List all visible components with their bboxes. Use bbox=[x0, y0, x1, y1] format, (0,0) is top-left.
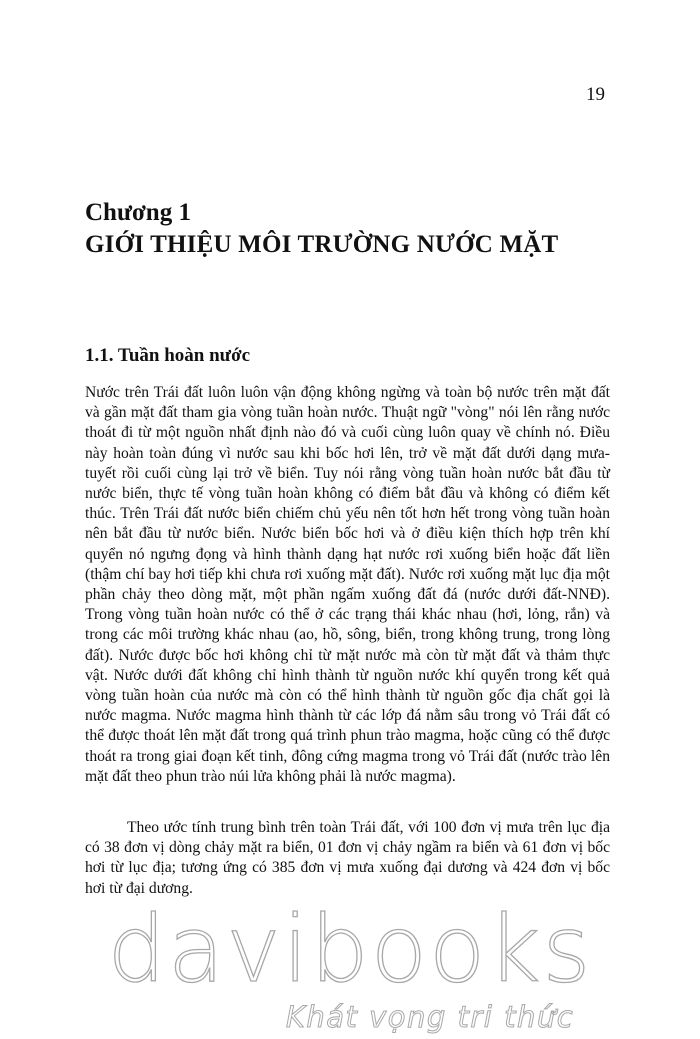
chapter-title: GIỚI THIỆU MÔI TRƯỜNG NƯỚC MẶT bbox=[85, 231, 559, 258]
watermark-brand: davibooks bbox=[107, 896, 593, 1003]
watermark-tagline: Khát vọng tri thức bbox=[285, 1000, 575, 1034]
section-heading: 1.1. Tuần hoàn nước bbox=[85, 345, 251, 366]
chapter-label: Chương 1 bbox=[85, 199, 191, 226]
page-number: 19 bbox=[586, 84, 605, 105]
body-paragraph-1: Nước trên Trái đất luôn luôn vận động không ngừng và toàn bộ nước trên mặt đất và gần mặt đất tham gia vòng tuần hoàn nước. Thuật ngữ "vòng" nói lên rằng nước thoát đi từ một nguồn nhất định nào đó và cuối cùng luôn quay về chính nó. Điều này hoàn toàn đúng vì nước sau khi bốc hơi lên, trở về mặt đất dưới dạng mưa-tuyết rồi cuối cùng lại trở về biển. Tuy nói rằng vòng tuần hoàn nước bắt đầu từ nước biển, thực tế vòng tuần hoàn không có điểm bắt đầu và không có điểm kết thúc. Trên Trái đất nước biển chiếm chủ yếu nên tốt hơn hết trong vòng tuần hoàn nên bắt đầu từ nước biển. Nước biển bốc hơi và ở điều kiện thích hợp trên khí quyển nó ngưng đọng và hình thành dạng hạt nước rơi xuống biển hoặc đất liền (thậm chí bay hơi tiếp khi chưa rơi xuống mặt đất). Nước rơi xuống mặt lục địa một phần chảy theo dòng mặt, một phần ngấm xuống đất đá (nước dưới đất-NNĐ). Trong vòng tuần hoàn nước có thể ở các trạng thái khác nhau (hơi, lỏng, rắn) và trong các môi trường khác nhau (ao, hồ, sông, biển, trong không trung, trong lòng đất). Nước được bốc hơi không chỉ từ mặt nước mà còn từ mặt đất và thảm thực vật. Nước dưới đất không chỉ hình thành từ nguồn nước khí quyển trong kết quả vòng tuần hoàn của nước mà còn có thể hình thành từ nguồn gốc địa chất gọi là nước magma. Nước magma hình thành từ các lớp đá nằm sâu trong vỏ Trái đất có thể được thoát lên mặt đất trong quá trình phun trào magma, hoặc cũng có thể được thoát ra trong giai đoạn kết tinh, đông cứng magma trong vỏ Trái đất (nước trào lên mặt đất theo phun trào núi lửa không phải là nước magma). bbox=[85, 384, 610, 785]
body-paragraph-2: Theo ước tính trung bình trên toàn Trái đất, với 100 đơn vị mưa trên lục địa có 38 đơn vị dòng chảy mặt ra biển, 01 đơn vị chảy ngầm ra biển và 61 đơn vị bốc hơi từ lục địa; tương ứng có 385 đơn vị mưa xuống đại dương và 424 đơn vị bốc hơi từ đại dương. bbox=[85, 819, 610, 897]
